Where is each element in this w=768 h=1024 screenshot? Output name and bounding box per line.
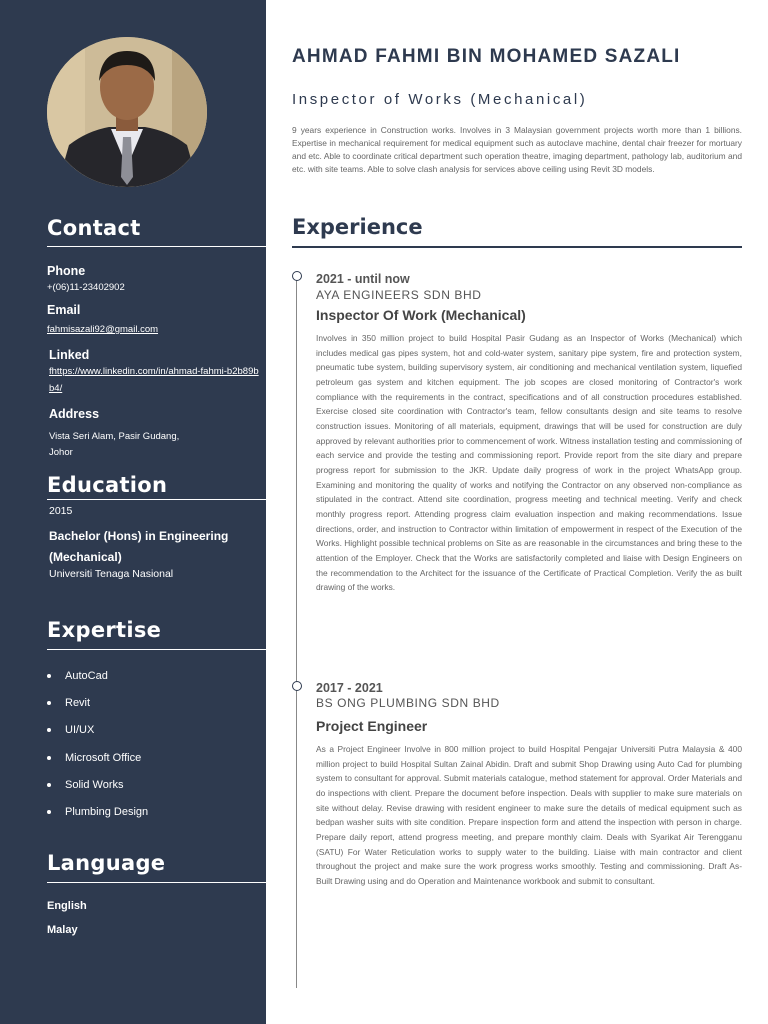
bullet-icon <box>47 701 51 705</box>
contact-heading: Contact <box>47 216 141 240</box>
education-divider <box>47 499 266 500</box>
job-dates: 2021 - until now <box>316 272 410 286</box>
expertise-item-label: Plumbing Design <box>65 806 149 819</box>
bullet-icon <box>47 674 51 678</box>
bullet-icon <box>47 728 51 732</box>
job-dates: 2017 - 2021 <box>316 681 383 695</box>
expertise-item-label: AutoCad <box>65 669 108 682</box>
experience-divider <box>292 246 742 248</box>
sidebar <box>0 0 266 1024</box>
expertise-item <box>47 662 148 689</box>
phone-label: Phone <box>47 264 86 278</box>
timeline-marker-icon <box>292 271 302 281</box>
profile-photo <box>47 37 207 187</box>
expertise-item-label: Microsoft Office <box>65 751 142 764</box>
language-item-english: English <box>47 900 87 912</box>
bullet-icon <box>47 756 51 760</box>
bullet-icon <box>47 783 51 787</box>
address-line-2: Johor <box>49 447 73 458</box>
experience-heading: Experience <box>292 215 423 239</box>
linked-label: Linked <box>49 348 90 362</box>
education-heading: Education <box>47 473 168 497</box>
job-description: As a Project Engineer Involve in 800 million project to build Hospital Pengajar Universiti Putra Malaysia & 400 million project to build Hospital Sultan Zainal Abidin. Draft and submit Shop Drawing using Auto Cad for plumbing system to consultant for approval. Submit materials catalogue, method statement for approval. Order Materials and do inspections with client. Prepare the document before inspection. Deals with supplier to make sure materials on site without delay. Revise drawing with resident engineer to make sure the details of medical equipment such as bedpan washer suits with site condition. Prepare inspection form and attend the inspection with person in charge. Prepare daily report, attend progress meeting, and prepare monthly claim. Deals with Syarikat Air Terengganu (SATU) For Water Reticulation works to supply water to the building. Liaise with main contractor and client throughout the project and make sure the work progress works smoothly. Testing and commissioning. Draft As-Built Drawing using and do Operation and Maintenance workbook and submit to consultant. <box>316 744 742 886</box>
job-company: AYA ENGINEERS SDN BHD <box>316 288 482 302</box>
language-heading: Language <box>47 851 166 875</box>
expertise-item-label: UI/UX <box>65 724 95 737</box>
timeline-line <box>296 280 297 988</box>
expertise-item <box>47 771 148 798</box>
address-line-1: Vista Seri Alam, Pasir Gudang, <box>49 431 180 442</box>
job-company: BS ONG PLUMBING SDN BHD <box>316 696 500 710</box>
email-label: Email <box>47 303 81 317</box>
job-description: Involves in 350 million project to build Hospital Pasir Gudang as an Inspector of Works (Mechanical) which includes medical gas pipes system, hot and cold-water system, sanitary pipe system, fire and protection system, pneumatic tube system, building supervisory system, air conditioning and mechanical ventilation system, liquefied petroleum gas system and kitchen equipment. The job scopes are closed monitoring of Contractor's work compliance with the requirements in the contract, specifications and of all construction procedures established. Exercise closed site coordination with Contractor's team, fellow consultants design and site teams to resolve construction issues. Monitoring of all materials, equipment, drawings that will be used for construction are duly approved by relevant authorities prior to commencement of work. Witness installation testing and commissioning of each service and provide the testing and commissioning report. Provide report from the site diary and prepare progress report for submission to the JKR. Update daily progress of work in the project WhatsApp group. Examining and monitoring the quality of works and notifying the Contractor on any observed non-compliance as stipulated in the contract. Attend site coordination, progress meeting and technical meeting. Verify and check monthly progress report. Attending progress claim evaluation inspection and making recommendations. Issue directions, order, and instruction to Contractor within limitation of empowerment in respect of the Execution of the Works. Highlight possible technical problems on Site as are reasonable in the circumstances and bring these to the attention of the Employer. Check that the Works are satisfactorily completed and liaise with Design Engineers on the recommendation to the Architect for the issuance of the Certificate of Practical Completion. Verify the as built drawing of the works. <box>316 333 742 593</box>
linkedin-link[interactable]: fhttps://www.linkedin.com/in/ahmad-fahmi-b2b89bb4/ <box>49 366 259 394</box>
expertise-item <box>47 689 148 716</box>
expertise-divider <box>47 649 266 650</box>
job-role: Project Engineer <box>316 718 428 734</box>
profile-photo-illustration <box>47 37 207 187</box>
timeline-marker-icon <box>292 681 302 691</box>
expertise-heading: Expertise <box>47 618 162 642</box>
expertise-item <box>47 717 148 744</box>
phone-value: +(06)11-23402902 <box>47 282 125 293</box>
contact-divider <box>47 246 266 247</box>
candidate-name: AHMAD FAHMI BIN MOHAMED SAZALI <box>292 46 681 67</box>
address-label: Address <box>49 407 100 421</box>
job-title-headline: Inspector of Works (Mechanical) <box>292 91 588 108</box>
expertise-item-label: Revit <box>65 696 91 709</box>
email-link[interactable]: fahmisazali92@gmail.com <box>47 324 159 335</box>
expertise-item-label: Solid Works <box>65 778 124 791</box>
education-year: 2015 <box>49 505 73 517</box>
education-degree: Bachelor (Hons) in Engineering (Mechanical) <box>49 529 229 564</box>
language-item-malay: Malay <box>47 924 78 936</box>
profile-summary: 9 years experience in Construction works. Involves in 3 Malaysian government projects worth more than 1 billions. Expertise in mechanical requirement for medical equipment such as autoclave machine, dental chair freezer for mortuary and etc. Able to coordinate critical department such operation theatre, imaging department, pathology lab, auditorium and etc. with site teams. Able to solve clash analysis for services above ceiling using Revit 3D models. <box>292 125 742 174</box>
expertise-list <box>47 662 148 826</box>
job-role: Inspector Of Work (Mechanical) <box>316 307 526 323</box>
education-school: Universiti Tenaga Nasional <box>49 568 174 580</box>
language-divider <box>47 882 266 883</box>
expertise-item <box>47 744 148 771</box>
expertise-item <box>47 798 148 825</box>
bullet-icon <box>47 810 51 814</box>
